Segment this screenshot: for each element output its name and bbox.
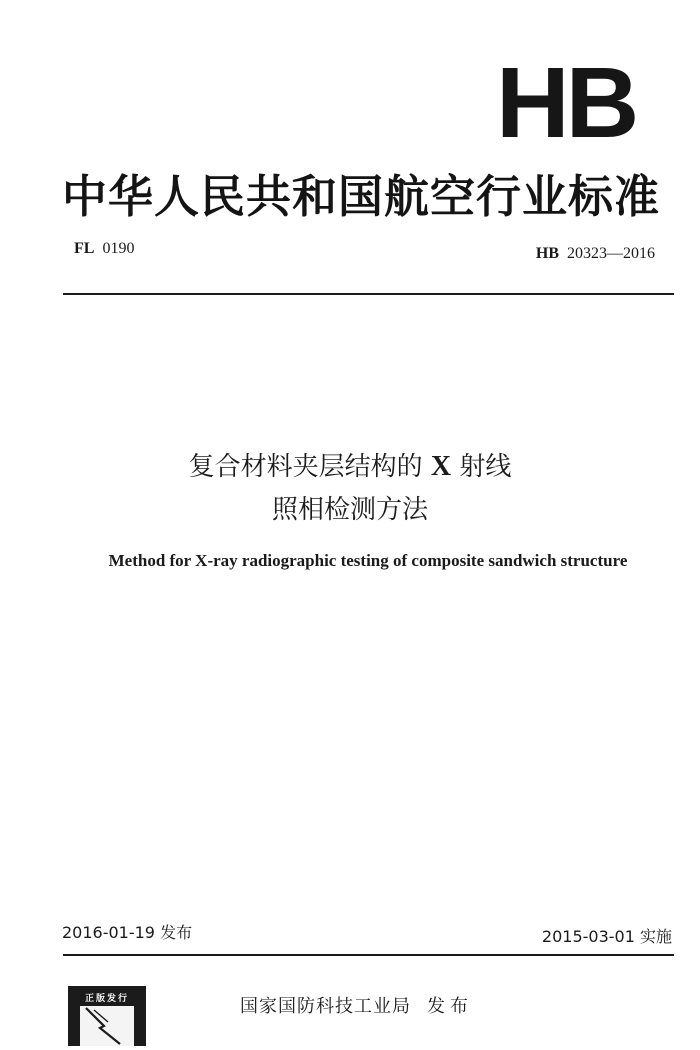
document-title-en: Method for X-ray radiographic testing of composite sandwich structure: [108, 551, 628, 570]
standard-number: 20323—2016: [567, 245, 655, 262]
classification-prefix: FL: [74, 240, 95, 257]
hb-logo: HB: [496, 47, 636, 159]
standard-code: [536, 245, 655, 263]
classification-number: 0190: [102, 240, 135, 257]
implementation-date: 2015-03-01 实施: [541, 927, 672, 946]
issue-date: 2016-01-19 发布: [62, 923, 193, 942]
publish-label: 发布: [427, 996, 473, 1017]
document-title-zh-line1: [0, 446, 700, 483]
title-x: X: [430, 451, 452, 482]
publisher-line: [240, 992, 473, 1018]
standard-category-title: 中华人民共和国航空行业标准: [62, 170, 661, 223]
header-divider: [63, 293, 674, 295]
footer-divider: [63, 954, 674, 956]
publisher-name: 国家国防科技工业局: [240, 996, 411, 1017]
stamp-label: 正版发行: [84, 994, 129, 1004]
title-part1: 复合材料夹层结构的: [188, 452, 423, 482]
title-part2: 射线: [459, 452, 512, 482]
stamp-emblem: [80, 1006, 134, 1046]
standard-prefix: HB: [535, 245, 559, 262]
document-title-zh-line2: 照相检测方法: [271, 495, 428, 525]
stamp-lightning-icon: [80, 1006, 134, 1046]
genuine-edition-stamp: [68, 986, 146, 1046]
classification-code: [74, 240, 134, 258]
